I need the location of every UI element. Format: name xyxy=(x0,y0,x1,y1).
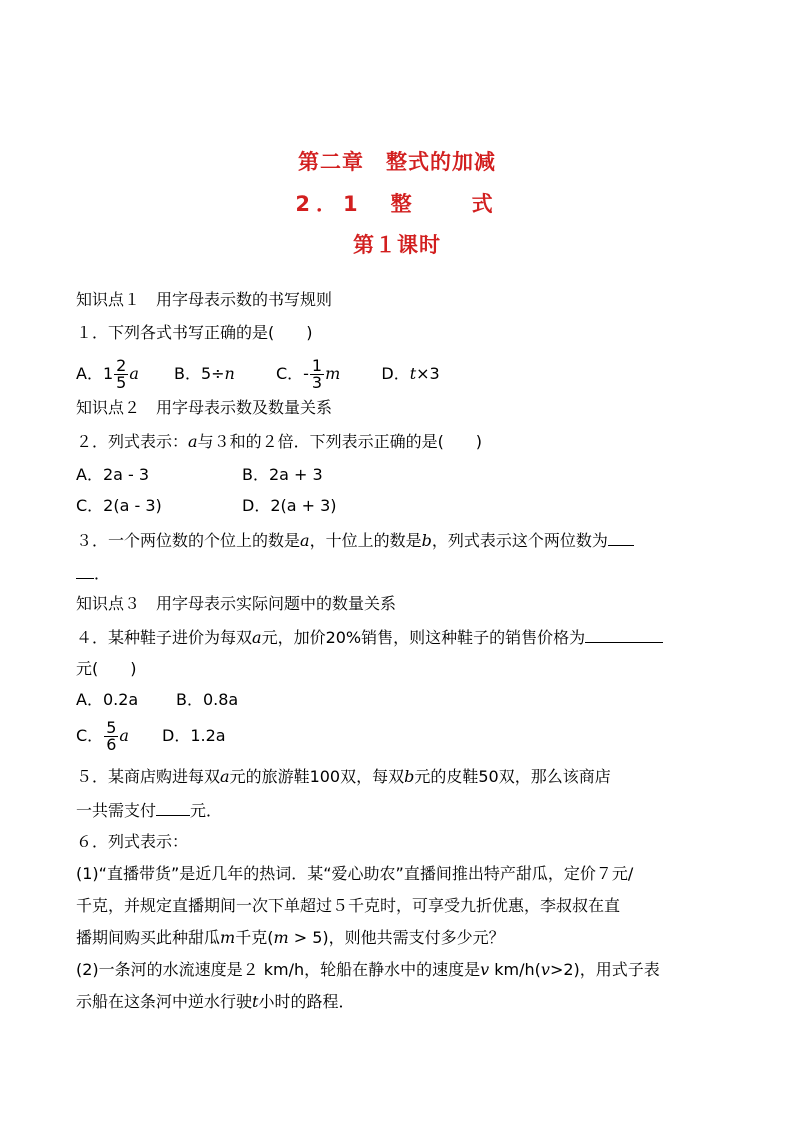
chapter-title: 第二章 整式的加减 xyxy=(298,150,496,174)
q4-option-b: B．0.8a xyxy=(176,690,239,709)
question-4-options-row-2 xyxy=(76,720,226,753)
answer-blank[interactable] xyxy=(608,529,634,546)
q4-option-a: A．0.2a xyxy=(76,690,139,709)
question-4-line-1: ４．某种鞋子进价为每双a元，加价20%销售，则这种鞋子的销售价格为 xyxy=(76,626,663,648)
question-4-options-row-1 xyxy=(76,690,238,710)
answer-blank[interactable] xyxy=(156,799,190,816)
q2-option-d: D．2(a + 3) xyxy=(242,496,337,515)
section-title: 2．1 整 式 xyxy=(295,192,499,216)
question-6-part-2-line-1: (2)一条河的水流速度是２ km/h，轮船在静水中的速度是v km/h(v>2)，用式子表 xyxy=(76,960,660,979)
question-6-stem: ６．列式表示： xyxy=(76,832,189,851)
question-5-line-1: ５．某商店购进每双a元的旅游鞋100双，每双b元的皮鞋50双，那么该商店 xyxy=(76,767,611,786)
q4-option-d: D．1.2a xyxy=(162,726,226,745)
question-4-line-2: 元( ) xyxy=(76,659,137,678)
q1-option-d: D．t×3 xyxy=(381,364,440,383)
knowledge-point-1: 知识点１ 用字母表示数的书写规则 xyxy=(76,290,333,309)
q2-option-b: B．2a + 3 xyxy=(242,465,323,484)
q1-option-b: B．5÷n xyxy=(173,364,235,383)
q1-option-a: A．1 $\frac{2}{5}$ a xyxy=(76,356,139,392)
question-6-part-1-line-2: 千克，并规定直播期间一次下单超过５千克时，可享受九折优惠，李叔叔在直 xyxy=(76,896,621,915)
q1-option-c: C．- $\frac{1}{3}$ m xyxy=(275,356,341,392)
q2-option-a: A．2a - 3 xyxy=(76,465,150,484)
q4-option-c: C． $\frac{5}{6}$ a xyxy=(76,718,129,754)
knowledge-point-3: 知识点３ 用字母表示实际问题中的数量关系 xyxy=(76,594,397,613)
question-6-part-1-line-3: 播期间购买此种甜瓜m千克(m > 5)，则他共需支付多少元？ xyxy=(76,928,505,947)
question-6-part-2-line-2: 示船在这条河中逆水行驶t小时的路程． xyxy=(76,992,355,1011)
answer-blank[interactable] xyxy=(585,626,663,643)
question-2-options-row-2 xyxy=(76,496,337,516)
question-5-line-2: 一共需支付 元． xyxy=(76,801,223,820)
question-2-options-row-1 xyxy=(76,465,323,485)
lesson-title: 第１课时 xyxy=(353,233,441,257)
question-3-line-2: ． xyxy=(76,562,110,584)
question-1-options xyxy=(76,358,440,391)
question-3-line-1: ３．一个两位数的个位上的数是a，十位上的数是b，列式表示这个两位数为 xyxy=(76,529,634,551)
question-1-stem: １．下列各式书写正确的是( ) xyxy=(76,323,313,342)
question-2-stem: ２．列式表示：a与３和的２倍．下列表示正确的是( ) xyxy=(76,432,483,451)
q2-option-c: C．2(a - 3) xyxy=(76,496,162,515)
question-6-part-1-line-1: (1)“直播带货”是近几年的热词．某“爱心助农”直播间推出特产甜瓜，定价７元/ xyxy=(76,864,634,883)
knowledge-point-2: 知识点２ 用字母表示数及数量关系 xyxy=(76,398,333,417)
answer-blank[interactable] xyxy=(76,562,94,579)
